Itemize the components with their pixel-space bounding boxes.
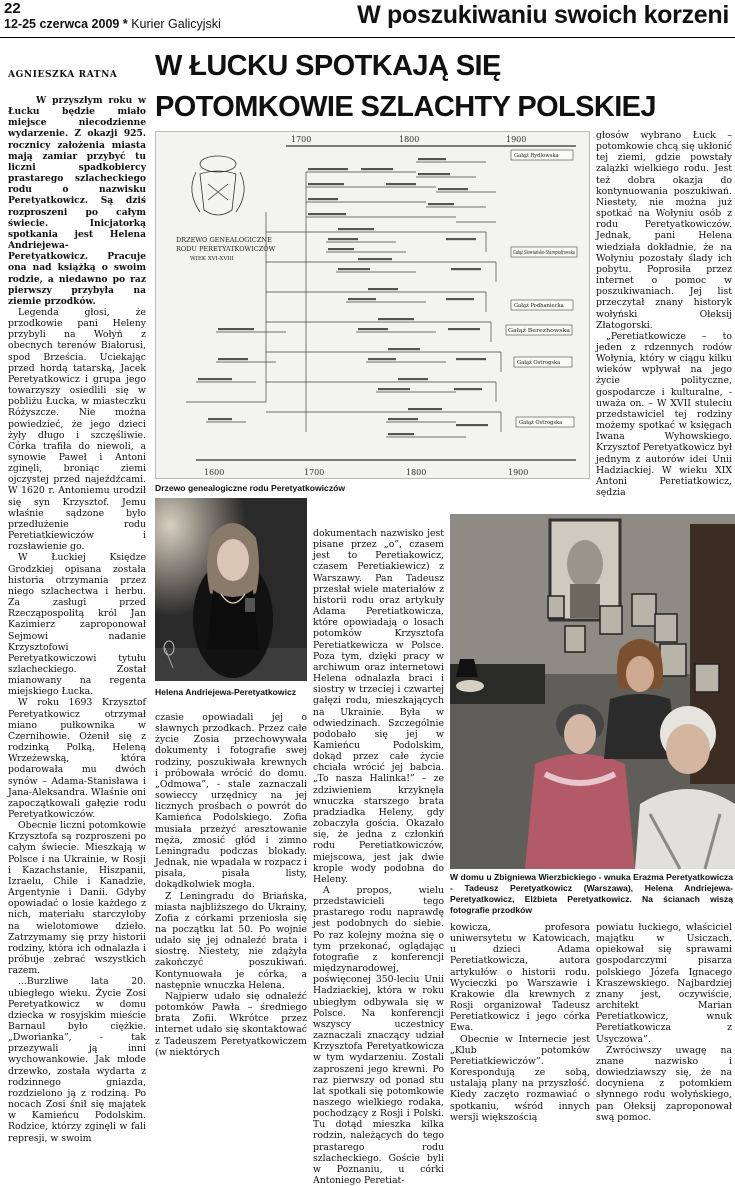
branch-label: Gałąź Ostrogska: [517, 360, 561, 366]
paragraph: Z Leningradu do Briańska, miasta najbliższego do Ukrainy, Zofia z córkami przeniosła się na początku lat 50. Po wojnie udało się jej odnaleźć brata i siostrę. Niestety, nie zdążyła zakończyć poszukiwań. Kontynuowała je córka, a następnie wnuczka Helena.: [155, 890, 307, 991]
publication-name: Kurier Galicyjski: [131, 17, 221, 31]
text-column-right-top: [596, 130, 732, 530]
tree-title: DRZEWO GENEALOGICZNE: [176, 236, 272, 244]
section-title: W poszukiwaniu swoich korzeni: [357, 1, 729, 29]
issue-date: 12-25 czerwca 2009: [4, 17, 120, 31]
author-byline: AGNIESZKA RATNA: [8, 70, 118, 80]
text-column-mid-2: [313, 528, 444, 1186]
page-number: 22: [4, 0, 21, 17]
tree-name-labels: [198, 158, 488, 435]
branch-label: Gałąź Ostrogska: [519, 420, 563, 426]
helena-caption: Helena Andriejewa-Peretyatkowicz: [155, 687, 297, 697]
paragraph: powiatu łuckiego, właściciel majątku w Usiczach, opiekował się sprawami gospodarczymi pisarza polskiego Józefa Ignacego Kraszewskiego. Najbardziej znany jest, oczywiście, architekt Marian Peretiatkowicz, wnuk Peretiatkowicza z Usyczowa”.: [596, 922, 732, 1045]
text-column-left: [8, 95, 146, 1144]
branch-label: Gałąź Słowiańsko-Staropiotrowska: [513, 250, 605, 256]
tree-year-top: 1700: [291, 135, 312, 144]
coat-of-arms-icon: [192, 156, 244, 215]
tree-year-top: 1800: [399, 135, 420, 144]
tree-year-bottom: 1900: [508, 468, 529, 477]
tree-caption: Drzewo genealogiczne rodu Peretyatkowiczów: [155, 483, 346, 493]
paragraph: Obecnie liczni potomkowie Krzysztofa są rozproszeni po całym świecie. Mieszkają w Polsce i na Ukrainie, w Rosji i Kazachstanie, Hiszpanii, Izraelu, Chile i Kanadzie, Argentynie i Danii. Gdyby opowiadać o losie każdego z nich, materiału starczyłoby na wielotomowe dzieło. Zatrzymamy się przy historii rodziny, która ich odnalazła i próbuje zebrać wszystkich razem.: [8, 820, 146, 977]
paragraph: Najpierw udało się odnaleźć potomków Pawła – średniego brata Zofii. Wkrótce przez internet udało się skontaktować z Tadeuszem Peretyatkowiczem (w niektórych: [155, 990, 307, 1058]
tree-title: WIEK XVI-XVIII: [190, 256, 234, 262]
page-header: [0, 0, 735, 38]
headline-line-1: W ŁUCKU SPOTKAJĄ SIĘ: [155, 50, 501, 82]
tree-year-bottom: 1700: [304, 468, 325, 477]
paragraph: głosów wybrano Łuck – potomkowie chcą się ukłonić tej ziemi, gdzie powstały zalążki wielkiego rodu. Jest też dobra okazja do kontynuowania poszukiwań. Niestety, nie można już spotkać na Wołyniu osób z rodu Peretyatkowiczów. Jednak, pani Helena wiedziała dokładnie, że na Wołyniu pozostały ślady ich pobytu. Poprosiła przez internet o pomoc w poszukiwaniach. Jej list przeczytał znany historyk wołyński Ołeksij Złatogorski.: [596, 130, 732, 331]
headline-line-2: POTOMKOWIE SZLACHTY POLSKIEJ: [155, 91, 656, 123]
paragraph: W Łuckiej Księdze Grodzkiej opisana została historia otrzymania przez niego szlachectwa i herbu. Za zasługi przed Rzecząpospolitą król Jan Kazimierz zaproponował Sejmowi nadanie Krzysztofowi Peretyatkowiczowi tytułu szlacheckiego. Został mianowany na regenta miejskiego Łucka.: [8, 552, 146, 698]
text-column-mid-1: [155, 712, 307, 1104]
issue-line: [4, 17, 221, 31]
paragraph: kowicza, profesora uniwersytetu w Katowicach, u dzieci Adama Peretiatkowicza, autora artykułów o historii rodu. Wycieczki po Warszawie i Krakowie dla krewnych z Rosji organizował Tadeusz Peretiatkowicz i jego córka Ewa.: [450, 922, 590, 1034]
paragraph: Obecnie w Internecie jest „Klub potomków Peretiatkiewiczów”. Korespondują ze sobą, ustalają plany na przyszłość. Kiedy zaczęto rozmawiać o spotkaniu, wśród innych wersji większością: [450, 1033, 590, 1123]
branch-label: Gałąź Rydlowska: [514, 153, 559, 159]
text-column-bottom-1: [450, 922, 590, 1123]
paragraph: Zwróciwszy uwagę na znane nazwisko i dowiedziawszy się, że na docyniena z potomkiem słynnego rodu wołyńskiego, pan Ołeksij zaproponował swą pomoc.: [596, 1044, 732, 1123]
tree-year-top: 1900: [506, 135, 527, 144]
paragraph: ...Burzliwe lata 20. ubiegłego wieku. Życie Zosi Peretyatkowicz w domu dziecka w rosyjskim mieście Barnaul było ciężkie. „Dworianka”, - tak przezywali ją inni wychowankowie. Jak młode drzewko, została wydarta z rodzinnego gniazda, rozdzielono ją z rodziną. Po nocach Zosi śnił się majątek w Kamieńcu Podolskim. Rodzice, którzy zginęli w fali represji, w swoim: [8, 976, 146, 1144]
family-tree-drawing: [156, 132, 605, 480]
paragraph: W roku 1693 Krzysztof Peretyatkowicz otrzymał miano pułkownika w Czernihowie. Ożenił się z rodzinką Polką, Heleną Wrzeżewską, która podarowała mu dwóch synów – Adama-Stanisława i Jana-Aleksandra. Właśnie oni zapoczątkowali gałęzie rodu Peretyatkowiczów.: [8, 697, 146, 820]
paragraph: „Peretiatkowicze – to jeden z rdzennych rodów Wołynia, który w ciągu kilku wieków wpływał na jego życie polityczne, gospodarcze i kulturalne, - uważa on. – W XVII stuleciu przedstawiciel tej rodziny możemy spotkać w księgach Iwana Wyhowskiego. Krzysztof Peretyatkowicz był jednym z autorów idei Unii Hadziackiej. W wieku XIX Antoni Peretiatkowicz, sędzia: [596, 330, 732, 498]
tree-title: RODU PERETYATKOWICZÓW: [176, 245, 276, 253]
lead-paragraph: W przyszłym roku w Łucku będzie miało miejsce niecodzienne wydarzenie. Z okazji 925. rocznicy założenia miasta mają zamiar przybyć tu liczni spadkobiercy prastarego szlacheckiego rodu o nazwisku Peretyatkowicz. Są dziś rozproszeni po całym świecie. Inicjatorką spotkania jest Helena Andriejewa-Peretyatkowicz. Pracuje ona nad książką o swoim rodzie, a niedawno po raz pierwszy przybyła na ziemie przodków.: [8, 95, 146, 307]
text-column-bottom-2: [596, 922, 732, 1123]
paragraph: Legenda głosi, że przodkowie pani Heleny przybyli na Wołyń z obecnych terenów Białorusi, spod Brześcia. Uciekając przed hordą tatarską, Jacek Peretyatkowicz i grupa jego towarzyszy osiedlili się w pobliżu Łucka, w miasteczku Różyszcze. Nie można powiedzieć, że jego dzieci żyły długo i szczęśliwie. Córka trafiła do niewoli, a synowie Paweł i Antoni zginęli, broniąc ziemi ojczystej przed najeźdźcami. W 1620 r. Antoniemu urodził się syn Krzysztof. Jemu właśnie sądzone było przedłużenie rodu Peretiatkiewiczów i rozsławienie go.: [8, 306, 146, 553]
tree-year-bottom: 1600: [204, 468, 225, 477]
helena-portrait-photo: [155, 498, 307, 681]
branch-label: Gałąź Podhaniecka: [514, 303, 564, 309]
article-headline: [155, 46, 735, 128]
branch-label: Gałąź Berezhowska: [508, 328, 560, 334]
paragraph: czasie opowiadali jej o sławnych przodkach. Przez całe życie Zosia przechowywała dokumenty i fotografie swej rodziny, poszukiwała krewnych i próbowała wrócić do domu. „Odmowa”, - stale zaznaczali sowieccy urzędnicy na jej licznych prośbach o powrót do Kamieńca Podolskiego. Zofia musiała przeżyć aresztowanie męża, zmosić głód i zimno Leningradu podczas blokady. Jednak, nie wpadała w rozpacz i pisała, pisała listy, dokądkolwiek mogła.: [155, 712, 307, 891]
family-photo-caption: W domu u Zbigniewa Wierzbickiego - wnuka Erazma Peretyatkowicza - Tadeusz Peretyatkowicz (Warszawa), Helena Andriejewa-Peretyatkowicz, Elżbieta Peretyatkowicz. Na ścianach wiszą fotografie przodków: [450, 872, 733, 915]
paragraph: A propos, wielu przedstawicieli tego prastarego rodu naprawdę jest podobnych do siebie. Po raz kolejny można się o tym przekonać, oglądając fotografie z konferencji międzynarodowej, poświęconej 350-leciu Unii Hadziackiej, która w roku ubiegłym odbywała się w Polsce. Na konferencji wszyscy uczestnicy zaznaczali znaczący udział Krzysztofa Peretyatkowicza w tym wydarzeniu. Zostali zaproszeni jego krewni. Po raz pierwszy od ponad stu lat spotkali się potomkowie naszego wielkiego rodaka, pochodzący z Rosji i Polski. Tu dotąd mieszka kilka rodzin, należących do tego prastarego rodu szlacheckiego. Goście byli w Poznaniu, u córki Antoniego Peretiat-: [313, 885, 444, 1186]
paragraph: dokumentach nazwisko jest pisane przez „o”, czasem jest to Peretiakowicz, czasem Peretiakiewicz) z Warszawy. Pan Tadeusz przesłał wiele materiałów z historii rodu oraz artykuły Adama Peretiatkowicza, które opowiadają o losach potomków Krzysztofa Peretiatkewicza w Polsce. Poza tym, dzięki pracy w archiwum oraz internetowi Helena odnalazła braci i siostry w trzeciej i czwartej gałęzi rodu, mieszkających na Ukrainie. Była w odwiedzinach. Szczególnie podobało się jej w Kamieńcu Podolskim, dokąd przez całe życie chciała wrócić jej babcia. „To nasza Halinka!” – ze zdziwieniem krzyknęła wnuczka starszego brata pradziadka Heleny, gdy zobaczyła gościa. Okazało się, że jedna z członkiń rodu Peretiatkowiczów, miejscowa, jest jak dwie krople wody podobna do Heleny.: [313, 528, 444, 885]
separator-star: *: [122, 17, 128, 31]
family-group-photo: [450, 514, 735, 869]
family-tree-image: [155, 131, 605, 479]
tree-year-bottom: 1800: [406, 468, 427, 477]
